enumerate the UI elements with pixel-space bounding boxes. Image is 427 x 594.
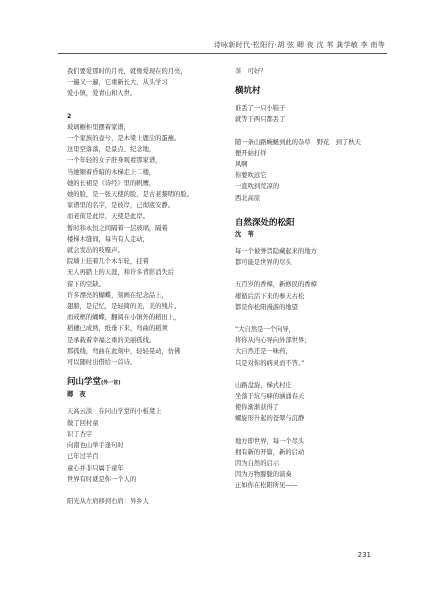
text-line: 她的脸，是一张天使的脸，是古老黎明的脸。 (67, 191, 193, 199)
spacer (235, 126, 370, 137)
text-line: 是承载着幸福之重的美丽孤线。 (67, 336, 156, 344)
text-line: 每一个被誉旨隐藏起来的地方 (235, 248, 317, 256)
text-line: 向南也山举手逢句时 (67, 442, 124, 450)
text-line: 她的长裙是《诗经》里的帆鹰， (67, 179, 156, 187)
text-line: 将你从内心导向外部世界； (235, 337, 311, 345)
text-line: “大自然是一个向导， (235, 326, 295, 334)
header-rule (58, 53, 387, 54)
text-line: 坐落于坑与峰的涵涌春天 (235, 393, 305, 401)
text-line: 一遍又一遍，它重新长大，从头学习 (67, 79, 168, 87)
text-line: 许多漂亮的蝴蝶，刻画在纪念品上， (67, 291, 168, 299)
text-line: 你要吹远它 (235, 172, 267, 180)
text-line: 就会发出的吱嘎声。 (67, 247, 124, 255)
text-line: 稻穗已成熟，纸垂下来，弯曲的稻须 (67, 325, 168, 333)
text-line: 一个家族的壶兮，是木梁上鹿尘的蛋蘸。 (67, 135, 181, 143)
text-line: 已年过半百 (67, 453, 99, 461)
text-line: 便开始打烊 (235, 149, 267, 157)
text-line: 都是你松阳漫游的地望 (235, 303, 298, 311)
text-line: 正如你在松阳所见—— (235, 482, 298, 490)
page-number: 231 (357, 551, 371, 559)
text-line: 五百岁的香樟，新修民的香樟 (235, 281, 317, 289)
spacer (67, 485, 227, 496)
poem-title-text: 问山学堂 (67, 377, 102, 388)
text-line: 大自然还是一味药， (235, 348, 292, 356)
text-line: 天高云淡 在问山学堂的小板凳上 (67, 408, 162, 416)
spacer (67, 368, 227, 374)
text-line: 而戒框的蝴蝶，翻阅在小镇外的稻田上， (67, 314, 181, 322)
text-line: 爱小镇，爱青山和人世。 (67, 90, 137, 98)
poem-author: 卿 夜 (67, 391, 88, 399)
text-line: 院墙上挂着几个木车轮，挂着 (67, 258, 149, 266)
text-line: 我们要爱那时的月亮，就像爱现在的月亮， (67, 68, 187, 75)
text-line: 翅膀，是记忆，是轻简的美，美的残片。 (67, 303, 181, 311)
spacer (235, 204, 370, 215)
text-line: 只是对你的病灵而不答。” (235, 359, 305, 367)
text-line: 风啊 (235, 161, 248, 169)
text-line: 螺旋形升起的苍翠与沉静 (235, 415, 305, 423)
poem-title: 自然深处的松阳 (235, 217, 295, 228)
text-line: 山路盘旋，梯式村庄 (235, 381, 292, 389)
text-line: 因为自然的启示 (235, 460, 280, 468)
spacer (235, 77, 370, 83)
text-line: 做了回村童 (67, 419, 99, 427)
header-title: 诗咏新时代·松阳行·胡 弦 卿 夜 沈 苇 龚学敏 李 南等 (213, 41, 385, 49)
poem-title (67, 376, 227, 389)
text-line: 当她顺着昏暗的木梯走上二楼， (67, 168, 156, 176)
spacer (235, 313, 370, 324)
text-line: 一个年轻的女子肝身观看那家谱， (67, 157, 162, 165)
text-line: 暂时和永恒之间隔着一层玻璃，隔着 (67, 224, 168, 232)
text-line: 使你渐渐获得了 (235, 404, 280, 412)
text-line: 楼梯木缝间，每当有人走动， (67, 235, 149, 243)
text-line: 因为万物朦胧的演奏 (235, 471, 292, 479)
text-line: 留下的空缺。 (67, 280, 105, 288)
text-line: 随一条山路蜿蜒到此的杂草 野花 到了秋天 (235, 138, 361, 146)
text-line: 茶 可好？ (235, 68, 267, 75)
text-line: 这里空落落，是景点、纪念地， (67, 146, 156, 154)
text-line: 无人再踏上的天涯，和许多背影消失后 (67, 269, 175, 277)
section-number: 2 (67, 112, 72, 120)
text-line: 地方即世界，每一个尽头 (235, 437, 305, 445)
poem-author: 沈 苇 (235, 230, 256, 238)
poem-title: 横坑村 (235, 86, 261, 97)
text-line: 都可能是世界的尽头 (235, 259, 292, 267)
spacer (235, 425, 370, 436)
text-line: 拥有新的开篇，新的启动 (235, 448, 305, 456)
text-line: 玻璃橱柜里摆着家谱， (67, 123, 130, 131)
text-line: 一直吹到荒凉的 (235, 183, 280, 191)
text-line: 而老街是此岸，天使是此岸。 (67, 213, 149, 221)
right-column (235, 66, 370, 492)
text-line: 瘗循后活下来的参天古松 (235, 292, 305, 300)
text-line: 世界有时就是你一个人的 (67, 475, 137, 483)
running-header (0, 40, 427, 54)
poem-subtitle: (外一首) (101, 380, 121, 387)
text-line: 家谱里的名字，是彼岸，已彻底安静。 (67, 202, 175, 210)
text-line: 谁丢了一只小鞋子 (235, 105, 286, 113)
text-line: 就等于两只都丢了 (235, 116, 286, 124)
spacer (235, 268, 370, 279)
left-column (67, 66, 227, 507)
text-line: 童心并非只属于童年 (67, 464, 124, 472)
text-line: 西北高原 (235, 194, 261, 202)
text-line: 那孤线，弯曲在此刻中，轻轻晃动，仿佛 (67, 347, 181, 355)
spacer (67, 100, 227, 111)
spacer (235, 369, 370, 380)
text-line: 识了杏字 (67, 430, 93, 438)
text-line: 阳光从左肩移到右肩：异乡人 (67, 497, 149, 505)
text-line: 可以随时出借给一首诗。 (67, 359, 137, 367)
